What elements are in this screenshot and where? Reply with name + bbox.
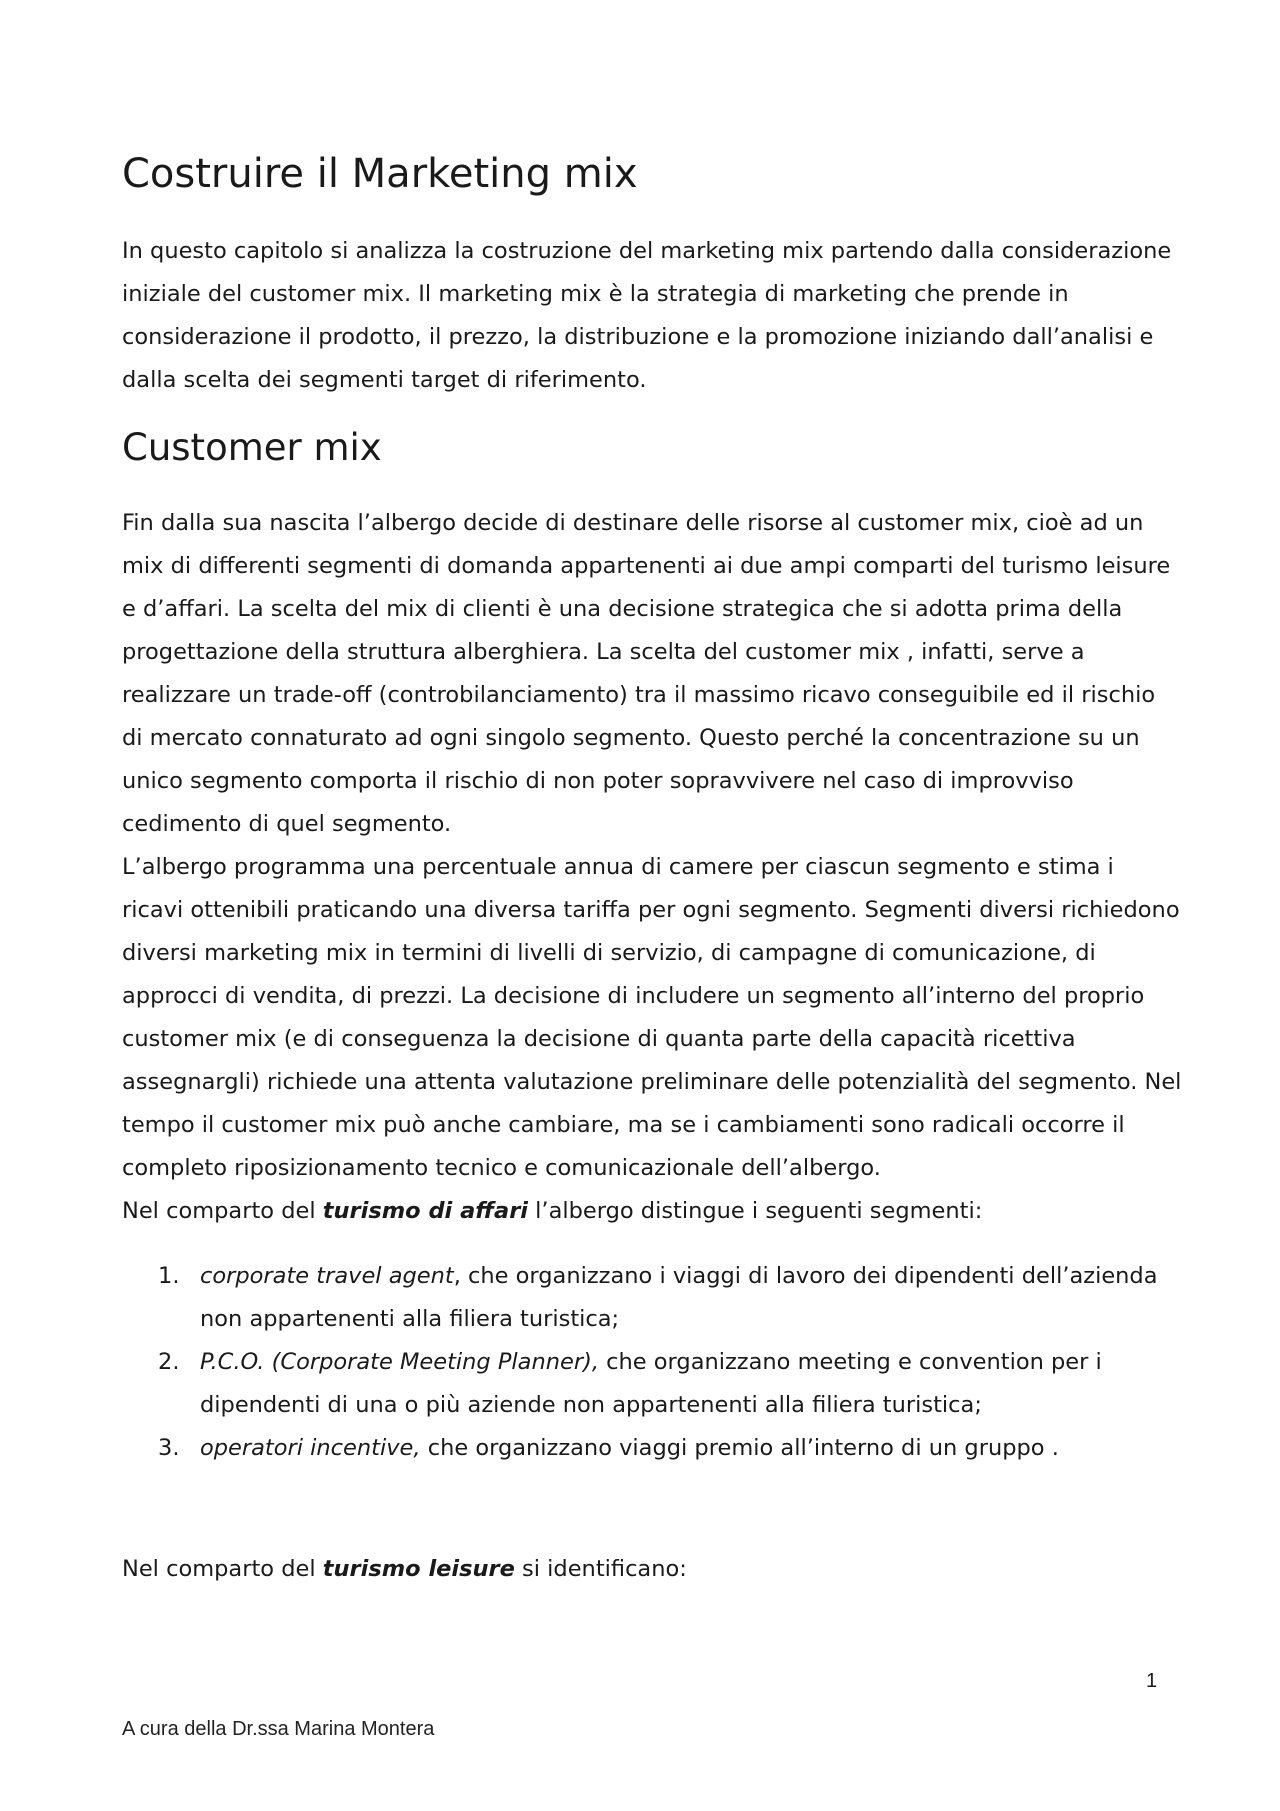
list-term: operatori incentive, — [200, 1435, 421, 1462]
list-number: 3. — [158, 1435, 180, 1462]
section-title: Customer mix — [122, 426, 382, 469]
page-content — [122, 150, 1182, 1591]
customer-mix-paragraph-2: L’albergo programma una percentuale annua di camere per ciascun segmento e stima i ricavi ottenibili praticando una diversa tariffa per ogni segmento. Segmenti diversi richiedono diversi marketing mix in termini di livelli di servizio, di campagne di comunicazione, di approcci di vendita, di prezzi. La decisione di includere un segmento all’interno del proprio customer mix (e di conseguenza la decisione di quanta parte della capacità ricettiva assegnargli) richiede una attenta valutazione preliminare delle potenzialità del segmento. Nel tempo il customer mix può anche cambiare, ma se i cambiamenti sono radicali occorre il completo riposizionamento tecnico e comunicazionale dell’albergo. — [122, 854, 1182, 1182]
intro-paragraph: In questo capitolo si analizza la costruzione del marketing mix partendo dalla considerazione iniziale del customer mix. Il marketing mix è la strategia di marketing che prende in considerazione il prodotto, il prezzo, la distribuzione e la promozione iniziando dall’analisi e dalla scelta dei segmenti target di riferimento. — [122, 238, 1172, 393]
list-item — [122, 1255, 1182, 1341]
leisure-bold-term: turismo leisure — [322, 1556, 515, 1583]
customer-mix-paragraph-1: Fin dalla sua nascita l’albergo decide di destinare delle risorse al customer mix, cioè ad un mix di differenti segmenti di domanda appartenenti ai due ampi comparti del turismo leisure e d’affari. La scelta del mix di clienti è una decisione strategica che si adotta prima della progettazione della struttura alberghiera. La scelta del customer mix , infatti, serve a realizzare un trade-off (controbilanciamento) tra il massimo ricavo conseguibile ed il rischio di mercato connaturato ad ogni singolo segmento. Questo perché la concentrazione su un unico segmento comporta il rischio di non poter sopravvivere nel caso di improvviso cedimento di quel segmento. — [122, 510, 1171, 838]
page-footer: A cura della Dr.ssa Marina Montera — [122, 1718, 435, 1740]
affari-intro — [122, 1190, 1182, 1233]
list-text: che organizzano meeting e convention per i dipendenti di una o più aziende non appartenenti alla filiera turistica; — [200, 1349, 1102, 1419]
list-item — [122, 1427, 1182, 1470]
affari-suffix: l’albergo distingue i seguenti segmenti: — [528, 1198, 983, 1225]
leisure-prefix: Nel comparto del — [122, 1556, 323, 1583]
leisure-intro — [122, 1548, 1182, 1591]
list-text: , che organizzano i viaggi di lavoro dei dipendenti dell’azienda non appartenenti alla filiera turistica; — [200, 1263, 1158, 1333]
affari-bold-term: turismo di affari — [322, 1198, 529, 1225]
list-number: 1. — [158, 1263, 180, 1290]
affari-segment-list — [122, 1255, 1182, 1470]
leisure-suffix: si identificano: — [514, 1556, 687, 1583]
list-item — [122, 1341, 1182, 1427]
list-text: che organizzano viaggi premio all’interno di un gruppo . — [420, 1435, 1059, 1462]
chapter-title: Costruire il Marketing mix — [122, 151, 638, 197]
list-term: P.C.O. (Corporate Meeting Planner), — [200, 1349, 600, 1376]
list-number: 2. — [158, 1349, 180, 1376]
page-number: 1 — [1146, 1670, 1158, 1692]
affari-prefix: Nel comparto del — [122, 1198, 323, 1225]
list-term: corporate travel agent — [200, 1263, 454, 1290]
